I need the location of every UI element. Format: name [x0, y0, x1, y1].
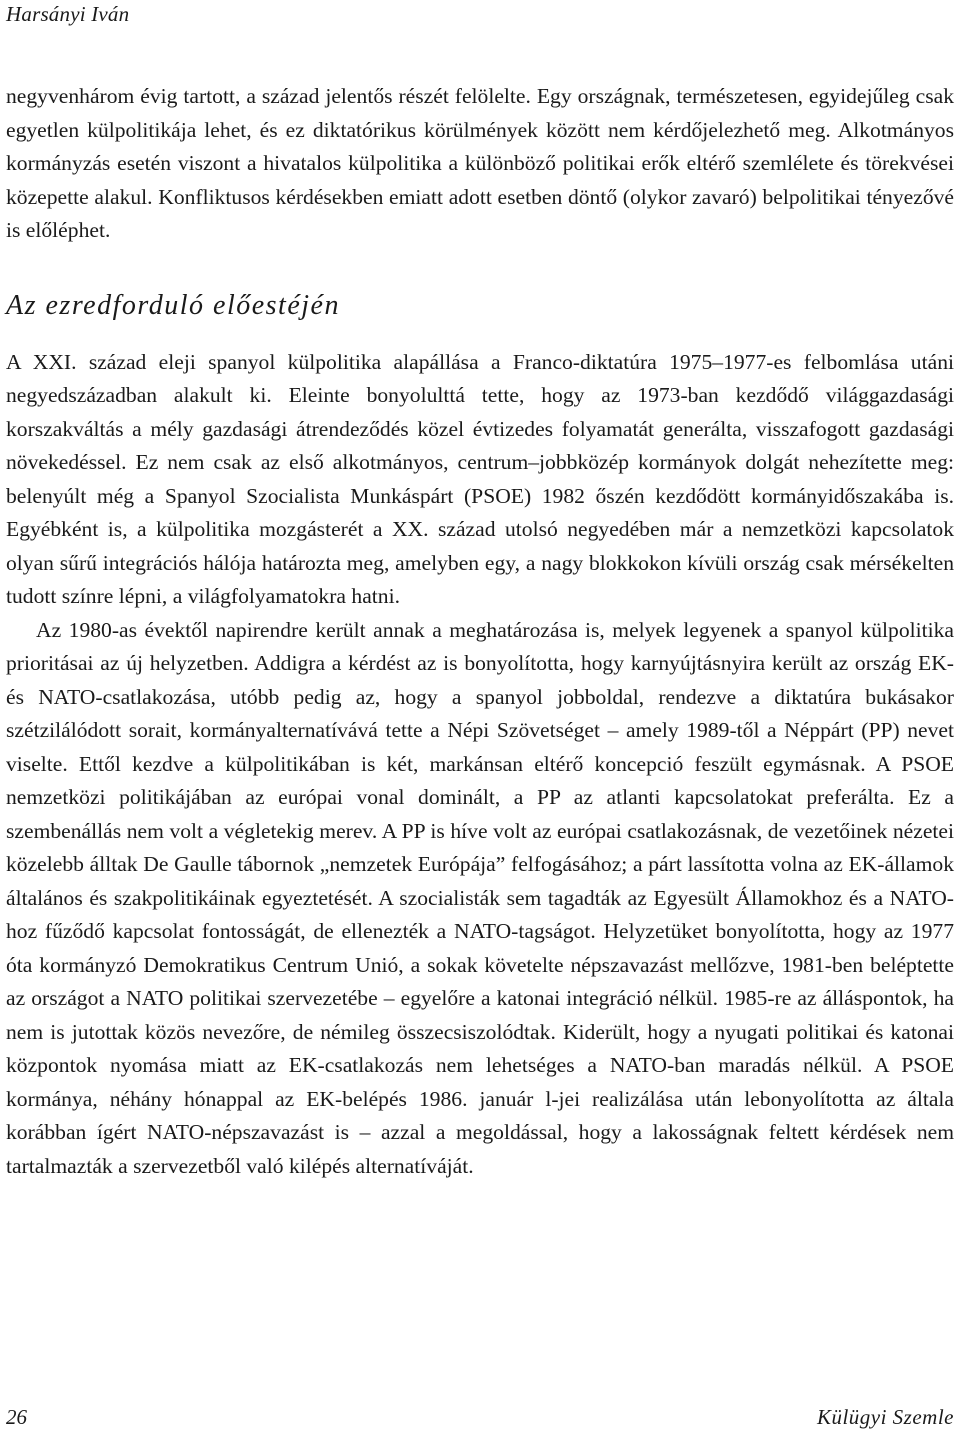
journal-title: Külügyi Szemle	[816, 1405, 954, 1429]
body-paragraph-3: Az 1980-as évektől napirendre került annak a meghatározása is, melyek legyenek a spanyol külpolitika prioritásai az új helyzetben. Addigra a kérdést az is bonyolította, hogy karnyújtásnyira került az ország EK- és NATO-csatlakozása, utóbb pedig az, hogy a spanyol jobboldal, rendezve a diktatúra bukásakor szétzilálódott sorait, kormányalternatívává tette a Népi Szövetséget – amely 1989-től a Néppárt (PP) nevet viselte. Ettől kezdve a külpolitikában is két, markánsan eltérő koncepció feszült egymásnak. A PSOE nemzetközi politikájában az európai vonal dominált, a PP az atlanti kapcsolatokat preferálta. Ez a szembenállás nem volt a végletekig merev. A PP is híve volt az európai csatlakozásnak, de vezetőinek nézetei közelebb álltak De Gaulle tábornok „nemzetek Európája” felfogásához; a párt lassította volna az EK-államok általános és szakpolitikáinak egyeztetését. A szocialisták sem tagadták az Egyesült Államokhoz és a NATO-hoz fűződő kapcsolat fontosságát, de ellenezték a NATO-tagságot. Helyzetüket bonyolította, hogy az 1977 óta kormányzó Demokratikus Centrum Unió, a sokak követelte népszavazást mellőzve, 1981-ben beléptette az országot a NATO politikai szervezetébe – egyelőre a katonai integráció nélkül. 1985-re az álláspontok, ha nem is jutottak közös nevezőre, de némileg összecsiszolódtak. Kiderült, hogy a nyugati politikai és katonai központok nyomása miatt az EK-csatlakozás nem lehetséges a NATO-ban maradás nélkül. A PSOE kormánya, néhány hónappal az EK-belépés 1986. január l-jei realizálása után lebonyolította az általa korábban ígért NATO-népszavazást is – azzal a megoldással, hogy a lakosságnak feltett kérdések nem tartalmazták a szervezetből való kilépés alternatíváját.	[6, 617, 954, 1178]
body-paragraph-1: negyvenhárom évig tartott, a század jelentős részét felölelte. Egy országnak, természetesen, egyidejűleg csak egyetlen külpolitikája lehet, és ez diktatórikus körülmények között nem kérdőjelezhető meg. Alkotmányos kormányzás esetén viszont a hivatalos külpolitika a különböző politikai erők eltérő szemlélete és törekvései közepette alakul. Konfliktusos kérdésekben emiatt adott esetben döntő (olykor zavaró) belpolitikai tényezővé is előléphet.	[6, 84, 954, 242]
article-body	[6, 80, 954, 1183]
section-heading: Az ezredforduló előestéjén	[6, 289, 340, 321]
body-paragraph-2: A XXI. század eleji spanyol külpolitika alapállása a Franco-diktatúra 1975–1977-es felbomlása utáni negyedszázadban alakult ki. Eleinte bonyolulttá tette, hogy az 1973-ban kezdődő világgazdasági korszakváltás a mély gazdasági átrendeződés közel évtizedes folyamatát generálta, visszafogott gazdasági növekedéssel. Ez nem csak az első alkotmányos, centrum–jobbközép kormányok dolgát nehezítette meg: belenyúlt még a Spanyol Szocialista Munkáspárt (PSOE) 1982 őszén kezdődött kormányidőszakába is. Egyébként is, a külpolitika mozgásterét a XX. század utolsó negyedében már a nemzetközi kapcsolatok olyan sűrű integrációs hálója határozta meg, amelyben egy, a nagy blokkokon kívüli ország csak mérsékelten tudott színre lépni, a világfolyamatokra hatni.	[6, 349, 954, 608]
page-number: 26	[6, 1405, 27, 1429]
running-header-author: Harsányi Iván	[6, 2, 130, 26]
